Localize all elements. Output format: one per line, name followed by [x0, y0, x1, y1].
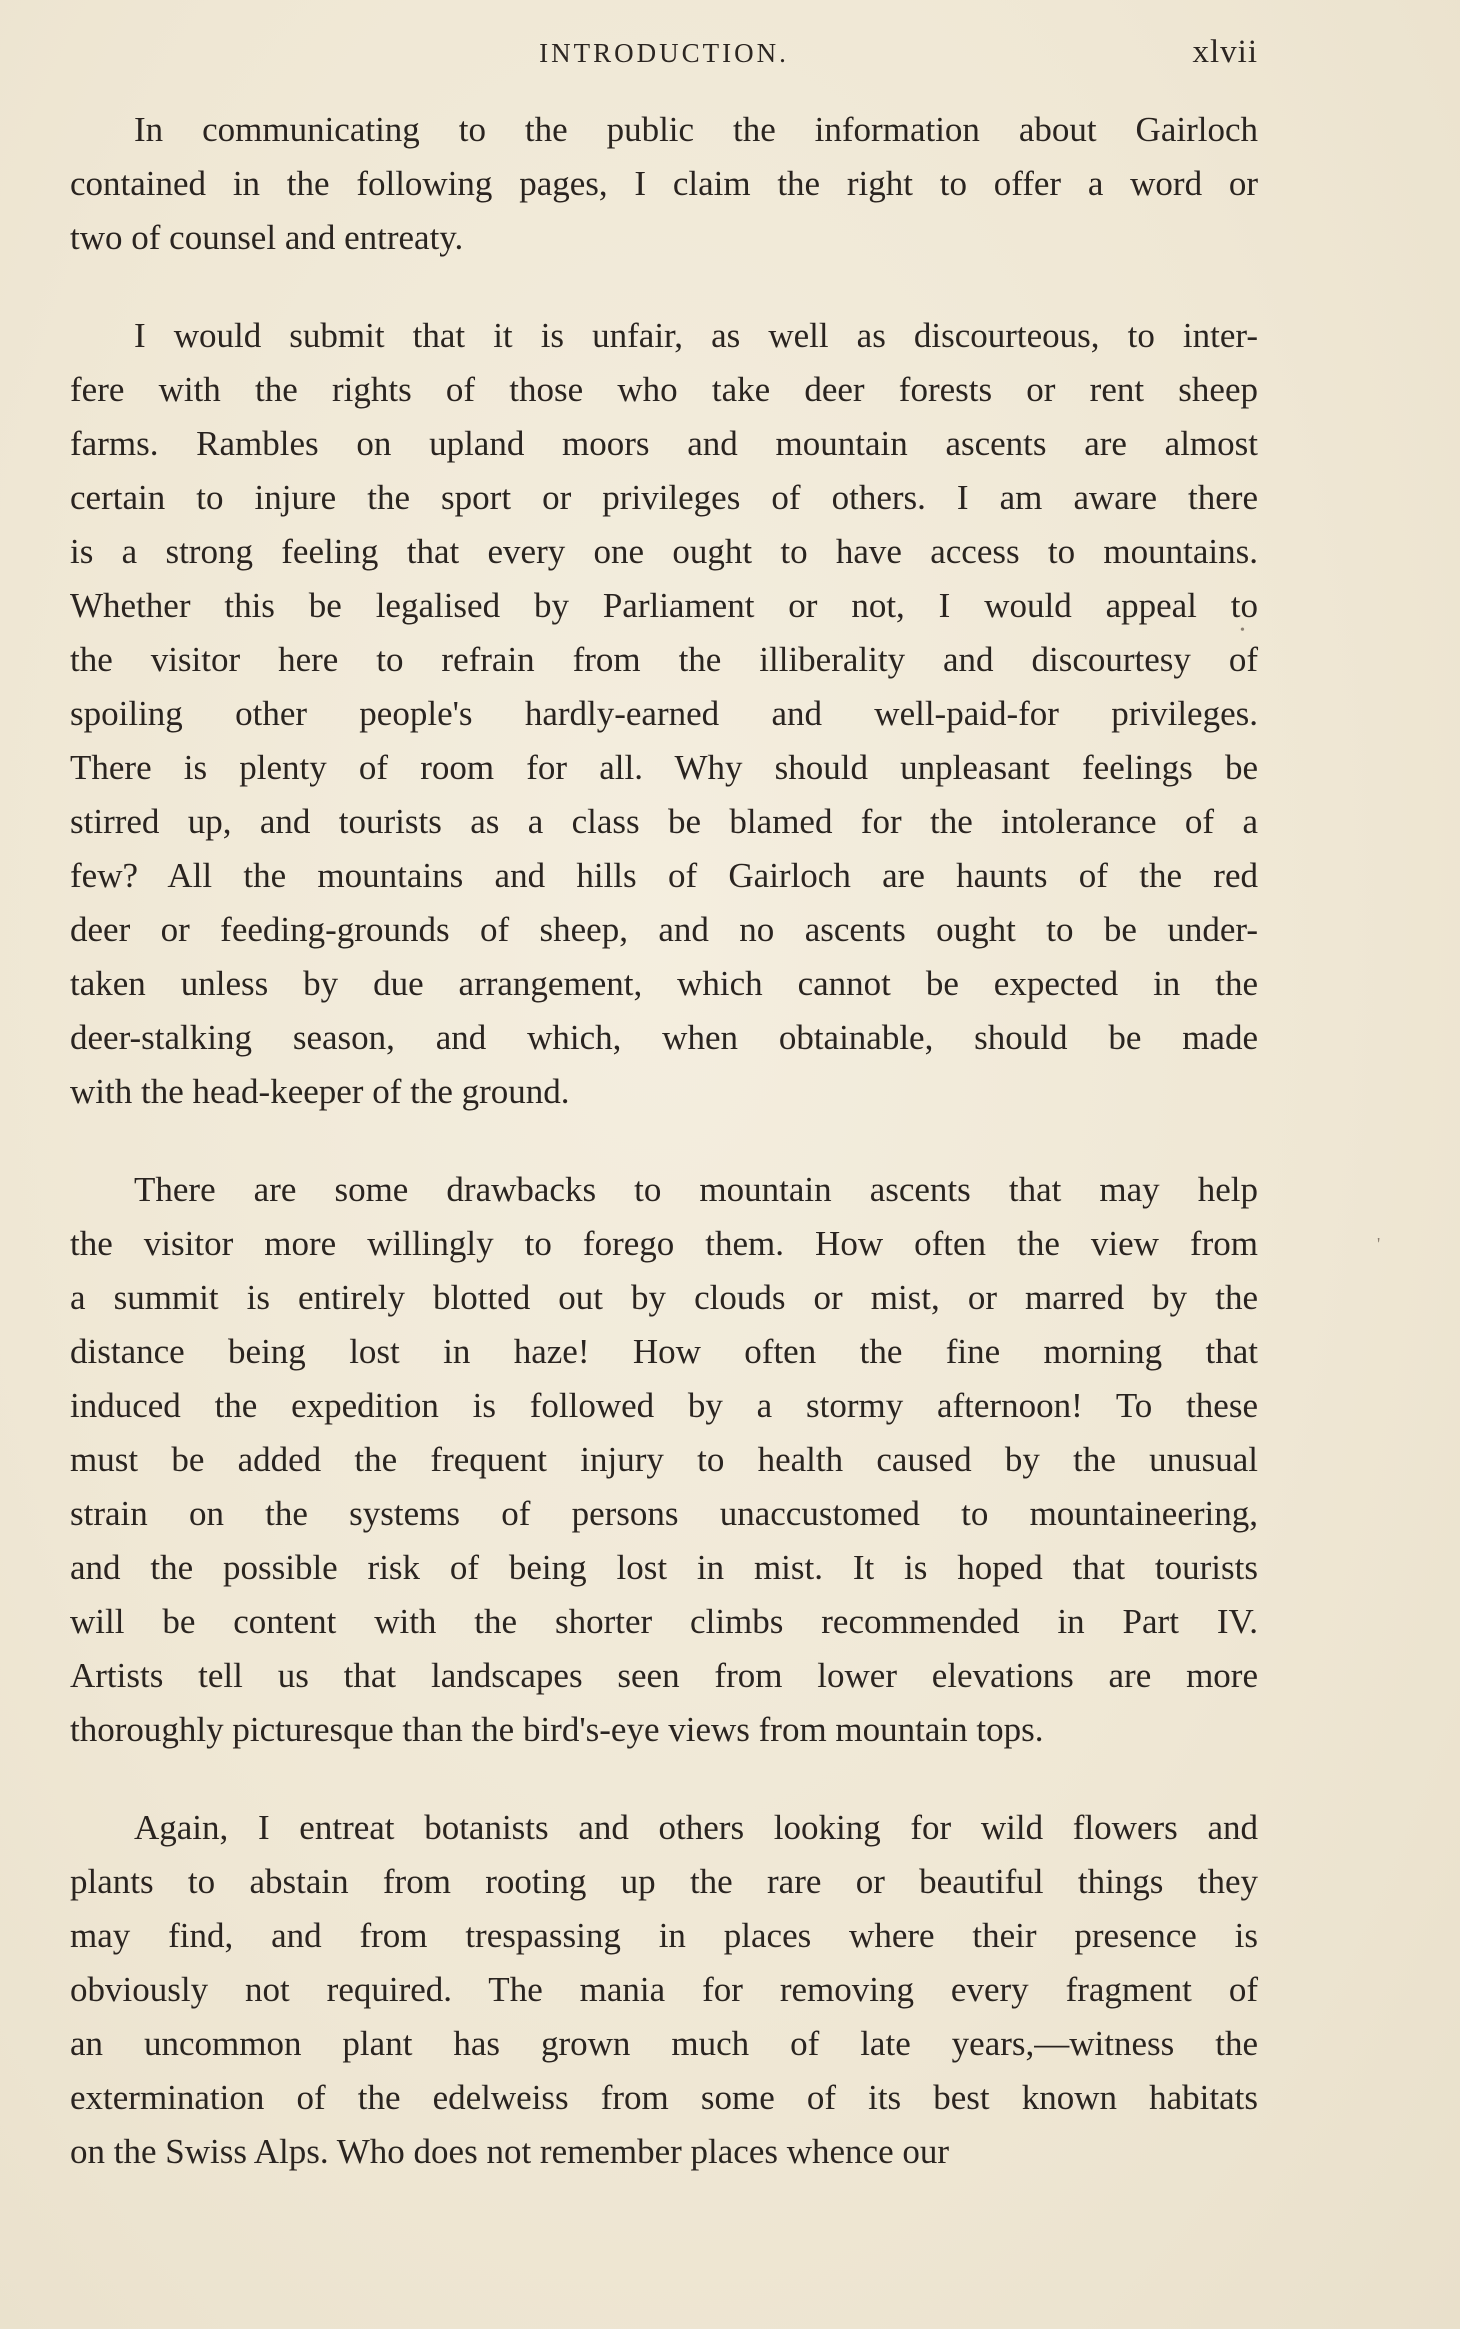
- paragraph: [70, 1801, 1258, 2179]
- text-line: obviously not required. The mania for removing every fragment of: [70, 1970, 1258, 2009]
- text-line: farms. Rambles on upland moors and mountain ascents are almost: [70, 424, 1258, 463]
- text-line: distance being lost in haze! How often the fine morning that: [70, 1332, 1258, 1371]
- text-line: and the possible risk of being lost in mist. It is hoped that tourists: [70, 1548, 1258, 1587]
- paragraph: [70, 103, 1258, 265]
- margin-mark: ': [1377, 1234, 1381, 1254]
- text-line: Whether this be legalised by Parliament or not, I would appeal to: [70, 586, 1258, 625]
- page-number: xlvii: [1192, 34, 1258, 70]
- text-line: on the Swiss Alps. Who does not remember places whence our: [70, 2132, 950, 2171]
- text-line: There is plenty of room for all. Why should unpleasant feelings be: [70, 748, 1258, 787]
- paragraph: [70, 1163, 1258, 1757]
- text-line: few? All the mountains and hills of Gairloch are haunts of the red: [70, 856, 1258, 895]
- text-line: a summit is entirely blotted out by clouds or mist, or marred by the: [70, 1278, 1258, 1317]
- paragraph: [70, 309, 1258, 1119]
- page-header: [70, 34, 1258, 74]
- text-line: will be content with the shorter climbs recommended in Part IV.: [70, 1602, 1258, 1641]
- text-line: must be added the frequent injury to health caused by the unusual: [70, 1440, 1258, 1479]
- text-line: In communicating to the public the information about Gairloch: [134, 110, 1258, 149]
- text-line: fere with the rights of those who take deer forests or rent sheep: [70, 370, 1258, 409]
- text-line: deer-stalking season, and which, when obtainable, should be made: [70, 1018, 1258, 1057]
- text-line: induced the expedition is followed by a stormy afternoon! To these: [70, 1386, 1258, 1425]
- text-line: two of counsel and entreaty.: [70, 218, 464, 257]
- text-line: plants to abstain from rooting up the rare or beautiful things they: [70, 1862, 1258, 1901]
- text-line: strain on the systems of persons unaccustomed to mountaineering,: [70, 1494, 1258, 1533]
- text-line: an uncommon plant has grown much of late years,—witness the: [70, 2024, 1258, 2063]
- body-text: [70, 103, 1258, 2223]
- text-line: the visitor here to refrain from the illiberality and discourtesy of: [70, 640, 1258, 679]
- text-line: Again, I entreat botanists and others looking for wild flowers and: [134, 1808, 1258, 1847]
- text-line: the visitor more willingly to forego them. How often the view from: [70, 1224, 1258, 1263]
- text-line: contained in the following pages, I claim the right to offer a word or: [70, 164, 1258, 203]
- text-line: I would submit that it is unfair, as well as discourteous, to inter-: [134, 316, 1258, 355]
- text-line: is a strong feeling that every one ought to have access to mountains.: [70, 532, 1258, 571]
- text-line: Artists tell us that landscapes seen from lower elevations are more: [70, 1656, 1258, 1695]
- running-head: INTRODUCTION.: [539, 38, 789, 68]
- text-line: with the head-keeper of the ground.: [70, 1072, 570, 1111]
- text-line: spoiling other people's hardly-earned and well-paid-for privileges.: [70, 694, 1258, 733]
- text-line: certain to injure the sport or privileges of others. I am aware there: [70, 478, 1258, 517]
- text-line: thoroughly picturesque than the bird's-eye views from mountain tops.: [70, 1710, 1044, 1749]
- margin-mark: •: [1240, 623, 1245, 638]
- text-line: taken unless by due arrangement, which cannot be expected in the: [70, 964, 1258, 1003]
- text-line: may find, and from trespassing in places where their presence is: [70, 1916, 1258, 1955]
- text-line: stirred up, and tourists as a class be blamed for the intolerance of a: [70, 802, 1258, 841]
- text-line: extermination of the edelweiss from some of its best known habitats: [70, 2078, 1258, 2117]
- text-line: There are some drawbacks to mountain ascents that may help: [134, 1170, 1258, 1209]
- text-line: deer or feeding-grounds of sheep, and no ascents ought to be under-: [70, 910, 1258, 949]
